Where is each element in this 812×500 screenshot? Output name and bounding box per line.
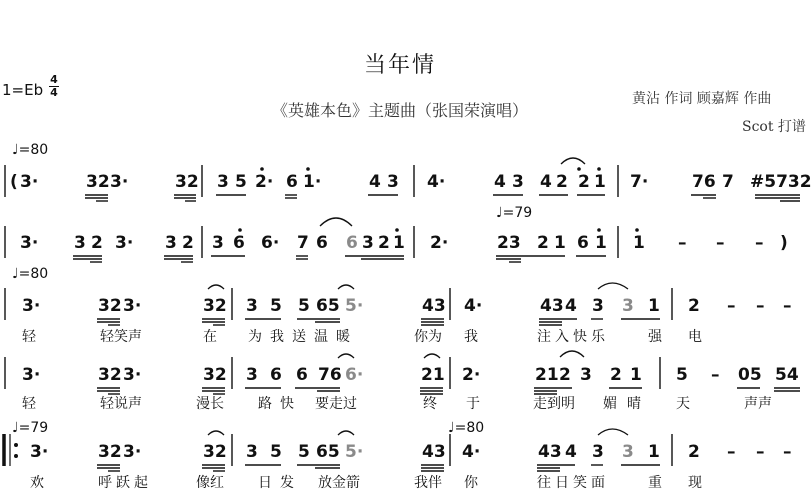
note: 3· xyxy=(20,233,39,253)
note: 4 xyxy=(369,172,381,192)
note: 3 xyxy=(165,233,177,253)
note: 4· xyxy=(462,442,481,462)
note: 43 xyxy=(540,296,564,316)
note: 3 xyxy=(246,365,258,385)
lyric: 注入快乐 xyxy=(537,329,609,345)
note: 6 xyxy=(233,233,245,253)
note: – xyxy=(783,296,792,316)
note: 3 xyxy=(212,233,224,253)
repeat-sign xyxy=(4,434,18,466)
note: 5 xyxy=(235,172,247,192)
note: 43 xyxy=(422,296,446,316)
note: 4 xyxy=(494,172,506,192)
note: 5 xyxy=(298,296,310,316)
lyric: 于 xyxy=(466,396,480,412)
note: 3· xyxy=(30,442,49,462)
note: 1 xyxy=(393,233,405,253)
note: 2 xyxy=(556,172,568,192)
note: 4 xyxy=(540,172,552,192)
note: 2· xyxy=(255,172,274,192)
note: 1 xyxy=(648,296,660,316)
note: – xyxy=(783,442,792,462)
note: 3 xyxy=(592,296,604,316)
note: 3 xyxy=(362,233,374,253)
note: 6 xyxy=(577,233,589,253)
credit-lyricist-composer: 黄沾 作词 顾嘉辉 作曲 xyxy=(632,91,772,107)
note: 2 xyxy=(91,233,103,253)
note: 3 xyxy=(246,442,258,462)
lyric: 终 xyxy=(423,396,437,412)
time-signature-top: 4 xyxy=(50,73,58,86)
note: – xyxy=(727,442,736,462)
lyric: 为我送温暖 xyxy=(248,329,358,345)
tempo-mark-2: ♩=79 xyxy=(496,205,533,221)
note: 3 xyxy=(512,172,524,192)
lyric: 路快 xyxy=(258,396,302,412)
note: – xyxy=(727,296,736,316)
lyric: 放金箭 xyxy=(318,475,360,491)
lyric: 我伴 xyxy=(414,475,442,491)
note: ( xyxy=(10,172,18,192)
note: 3 xyxy=(592,442,604,462)
note: 32 xyxy=(203,365,227,385)
note: 32 xyxy=(98,442,122,462)
note: 2 xyxy=(559,365,571,385)
note: 2 xyxy=(578,172,590,192)
lyric: 要走过 xyxy=(315,396,357,412)
note: 65 xyxy=(316,442,340,462)
note: 32 xyxy=(98,296,122,316)
note: 2· xyxy=(430,233,449,253)
lyric: 声声 xyxy=(744,396,772,412)
note: 21 xyxy=(421,365,445,385)
note: 6 xyxy=(296,365,308,385)
note: – xyxy=(755,233,764,253)
tempo-mark-3: ♩=80 xyxy=(12,266,49,282)
note: 3· xyxy=(20,172,39,192)
note: 2 xyxy=(537,233,549,253)
note: 3 xyxy=(217,172,229,192)
lyric: 我 xyxy=(464,329,478,345)
note: 1· xyxy=(303,172,322,192)
note: 65 xyxy=(316,296,340,316)
note: 5 xyxy=(676,365,688,385)
note: 1 xyxy=(554,233,566,253)
lyric: 现 xyxy=(688,475,702,491)
note: 3· xyxy=(115,233,134,253)
lyric: 轻 xyxy=(22,396,36,412)
note: 2 xyxy=(610,365,622,385)
note: 6· xyxy=(345,365,364,385)
note: 5· xyxy=(345,296,364,316)
note: 76 xyxy=(318,365,342,385)
note: – xyxy=(678,233,687,253)
note: #5732 xyxy=(750,172,812,192)
lyric: 轻说声 xyxy=(100,396,142,412)
lyric: 在 xyxy=(203,329,217,345)
note: 1 xyxy=(595,233,607,253)
note: 32 xyxy=(175,172,199,192)
lyric: 天 xyxy=(676,396,690,412)
note: 3· xyxy=(22,365,41,385)
note: 3 xyxy=(246,296,258,316)
note: 54 xyxy=(775,365,799,385)
tempo-mark-5: ♩=80 xyxy=(448,420,485,436)
lyric: 走到明 xyxy=(533,396,575,412)
note: 1 xyxy=(633,233,645,253)
note: 7 xyxy=(297,233,309,253)
note: 1 xyxy=(648,442,660,462)
note: – xyxy=(716,233,725,253)
tempo-mark-4: ♩=79 xyxy=(12,420,49,436)
note: 5 xyxy=(298,442,310,462)
lyric: 欢 xyxy=(30,475,44,491)
note: 5 xyxy=(270,442,282,462)
lyric: 像红 xyxy=(196,475,224,491)
note: 3 xyxy=(387,172,399,192)
lyric: 强 xyxy=(648,329,662,345)
note: 2 xyxy=(688,442,700,462)
note: 3· xyxy=(123,365,142,385)
note: 3 xyxy=(622,442,634,462)
note: 1 xyxy=(594,172,606,192)
note: 6 xyxy=(346,233,358,253)
note: 2 xyxy=(688,296,700,316)
note: 21 xyxy=(535,365,559,385)
lyric: 漫长 xyxy=(196,396,224,412)
note: 43 xyxy=(422,442,446,462)
note: – xyxy=(756,296,765,316)
tempo-mark-1: ♩=80 xyxy=(12,142,49,158)
note: 2 xyxy=(182,233,194,253)
note: 6 xyxy=(286,172,298,192)
note: 32 xyxy=(203,442,227,462)
credit-arranger: Scot 打谱 xyxy=(742,119,806,135)
bar-lines xyxy=(5,165,672,466)
ties xyxy=(208,158,628,435)
note: 4 xyxy=(565,442,577,462)
lyric: 日发 xyxy=(258,475,302,491)
note: – xyxy=(756,442,765,462)
note: 2 xyxy=(378,233,390,253)
lyric: 轻 xyxy=(22,329,36,345)
note: 32 xyxy=(98,365,122,385)
note: 3 xyxy=(622,296,634,316)
note: 4· xyxy=(427,172,446,192)
lyric: 往日笑面 xyxy=(537,475,609,491)
note: – xyxy=(711,365,720,385)
note: 05 xyxy=(738,365,762,385)
note: 7· xyxy=(630,172,649,192)
note: 5· xyxy=(345,442,364,462)
note: 6 xyxy=(270,365,282,385)
note: 76 xyxy=(692,172,716,192)
note: 3 xyxy=(74,233,86,253)
octave-dots xyxy=(238,167,639,232)
note: 3· xyxy=(110,172,129,192)
note: 7 xyxy=(722,172,734,192)
beams xyxy=(73,195,800,471)
note: ) xyxy=(780,233,788,253)
note: 32 xyxy=(86,172,110,192)
song-title: 当年情 xyxy=(363,53,436,78)
note: 43 xyxy=(538,442,562,462)
lyric: 你为 xyxy=(414,329,442,345)
note: 32 xyxy=(203,296,227,316)
lyric: 呼跃起 xyxy=(98,475,152,491)
song-subtitle: 《英雄本色》主题曲（张国荣演唱） xyxy=(271,101,528,120)
note: 6 xyxy=(316,233,328,253)
note: 3 xyxy=(580,365,592,385)
note: 4· xyxy=(464,296,483,316)
lyric: 媚晴 xyxy=(603,396,651,412)
lyric: 电 xyxy=(688,329,702,345)
note: 5 xyxy=(270,296,282,316)
lyric: 重 xyxy=(648,475,662,491)
note: 6· xyxy=(261,233,280,253)
note: 3· xyxy=(123,442,142,462)
note: 3· xyxy=(123,296,142,316)
note: 23 xyxy=(497,233,521,253)
note: 1 xyxy=(630,365,642,385)
note: 2· xyxy=(462,365,481,385)
lyric: 你 xyxy=(464,475,478,491)
time-signature-bottom: 4 xyxy=(50,86,58,99)
note: 4 xyxy=(565,296,577,316)
lyric: 轻笑声 xyxy=(100,329,142,345)
key-signature: 1=Eb xyxy=(2,81,44,99)
note: 3· xyxy=(22,296,41,316)
